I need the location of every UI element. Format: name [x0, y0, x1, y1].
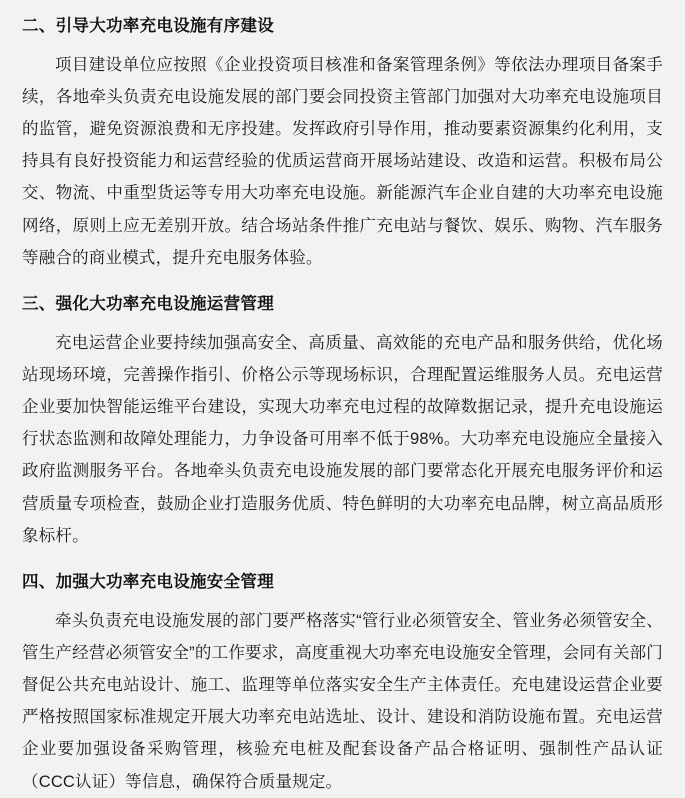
section-heading: 二、引导大功率充电设施有序建设 — [22, 17, 274, 35]
section-paragraph: 项目建设单位应按照《企业投资项目核准和备案管理条例》等依法办理项目备案手续，各地牵头负责充电设施发展的部门要会同投资主管部门加强对大功率充电设施项目的监管，避免资源浪费和无序投建。发挥政府引导作用，推动要素资源集约化利用，支持具有良好投资能力和运营经验的优质运营商开展场站建设、改造和运营。积极布局公交、物流、中重型货运等专用大功率充电设施。新能源汽车企业自建的大功率充电设施网络，原则上应无差别开放。结合场站条件推广充电站与餐饮、娱乐、购物、汽车服务等融合的商业模式，提升充电服务体验。 — [22, 55, 663, 267]
section-heading: 四、加强大功率充电设施安全管理 — [22, 572, 274, 591]
section-paragraph: 牵头负责充电设施发展的部门要严格落实“管行业必须管安全、管业务必须管安全、管生产经营必须管安全”的工作要求，高度重视大功率充电设施安全管理，会同有关部门督促公共充电站设计、施工、监理等单位落实安全生产主体责任。充电建设运营企业要严格按照国家标准规定开展大功率充电站选址、设计、建设和消防设施布置。充电运营企业要加强设备采购管理，核验充电桩及配套设备产品合格证明、强制性产品认证（CCC认证）等信息，确保符合质量规定。 — [22, 611, 663, 791]
document-section-3 — [22, 292, 663, 552]
document-section-2 — [22, 14, 663, 274]
document-section-4 — [22, 570, 663, 798]
section-heading: 三、强化大功率充电设施运营管理 — [22, 294, 274, 313]
section-paragraph: 充电运营企业要持续加强高安全、高质量、高效能的充电产品和服务供给，优化场站现场环境，完善操作指引、价格公示等现场标识，合理配置运维服务人员。充电运营企业要加快智能运维平台建设，实现大功率充电过程的故障数据记录，提升充电设施运行状态监测和故障处理能力，力争设备可用率不低于98%。大功率充电设施应全量接入政府监测服务平台。各地牵头负责充电设施发展的部门要常态化开展充电服务评价和运营质量专项检查，鼓励企业打造服务优质、特色鲜明的大功率充电品牌，树立高品质形象标杆。 — [22, 333, 663, 545]
